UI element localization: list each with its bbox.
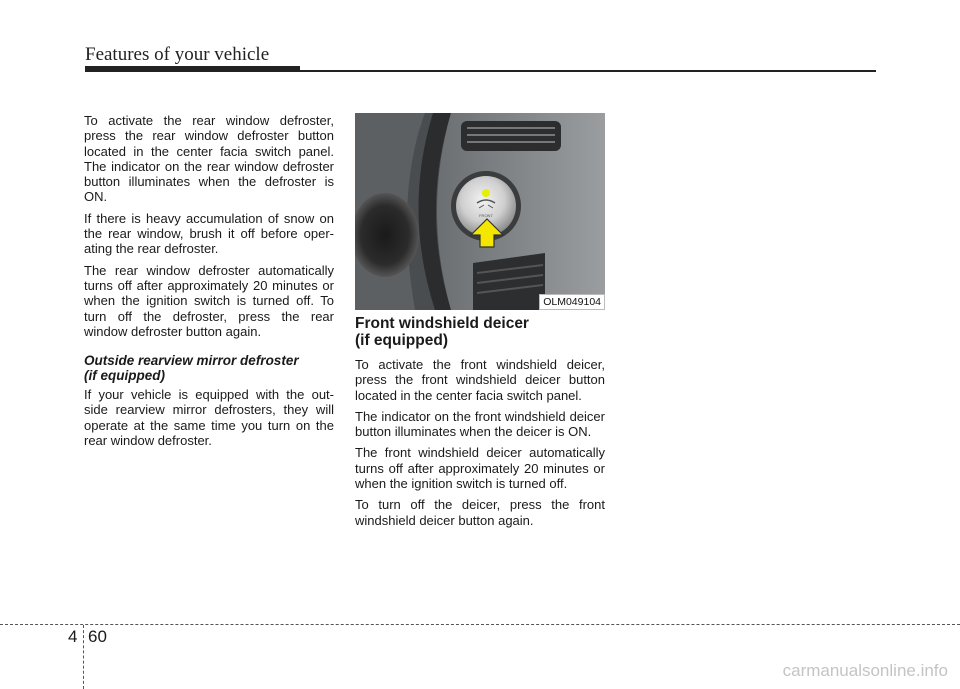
left-column (84, 113, 334, 454)
right-column (355, 315, 605, 534)
subheading-mirror-defroster (84, 353, 334, 383)
figure-code: OLM049104 (539, 294, 605, 310)
footer-divider (0, 624, 960, 625)
paragraph: To turn off the deicer, press the front windshield deicer button again. (355, 497, 605, 528)
header-rule-thin (300, 70, 876, 72)
subheading-line: (if equipped) (84, 368, 165, 384)
page-number: 60 (88, 627, 107, 646)
dashboard-illustration (355, 113, 605, 310)
heading-line: Front windshield deicer (355, 315, 529, 332)
watermark: carmanualsonline.info (782, 661, 948, 680)
deicer-button-figure (355, 113, 605, 310)
paragraph: The front windshield deicer automatically turns off after approximately 20 minutes or when the ignition switch is turned off. (355, 445, 605, 492)
button-label: FRONT (479, 213, 493, 218)
heading-line: (if equipped) (355, 332, 448, 349)
chapter-number: 4 (68, 627, 78, 646)
subheading-line: Outside rearview mirror defroster (84, 353, 299, 369)
paragraph: To activate the rear window defroster, press the rear window defroster button located in the center facia switch panel. The indicator on the rear window defroster button illuminates when the defroster is ON. (84, 113, 334, 205)
section-heading-front-deicer (355, 315, 605, 349)
paragraph: If there is heavy accumulation of snow on the rear window, brush it off before oper- ating the rear defroster. (84, 210, 334, 257)
page-header-title: Features of your vehicle (85, 44, 270, 65)
footer-vertical-divider (83, 625, 84, 689)
paragraph: The indicator on the front windshield deicer button illuminates when the deicer is ON. (355, 408, 605, 440)
paragraph: The rear window defroster automatically turns off after approximately 20 minutes or when the ignition switch is turned off. To turn off the defroster, press the rear window defroster button again. (84, 262, 334, 339)
paragraph: To activate the front windshield deicer, press the front windshield deicer button located in the center facia switch panel. (355, 357, 605, 403)
paragraph: If your vehicle is equipped with the out- side rearview mirror defrosters, they will operate at the same time you turn on the rear window defroster. (84, 387, 334, 449)
header-rule-thick (85, 66, 300, 72)
